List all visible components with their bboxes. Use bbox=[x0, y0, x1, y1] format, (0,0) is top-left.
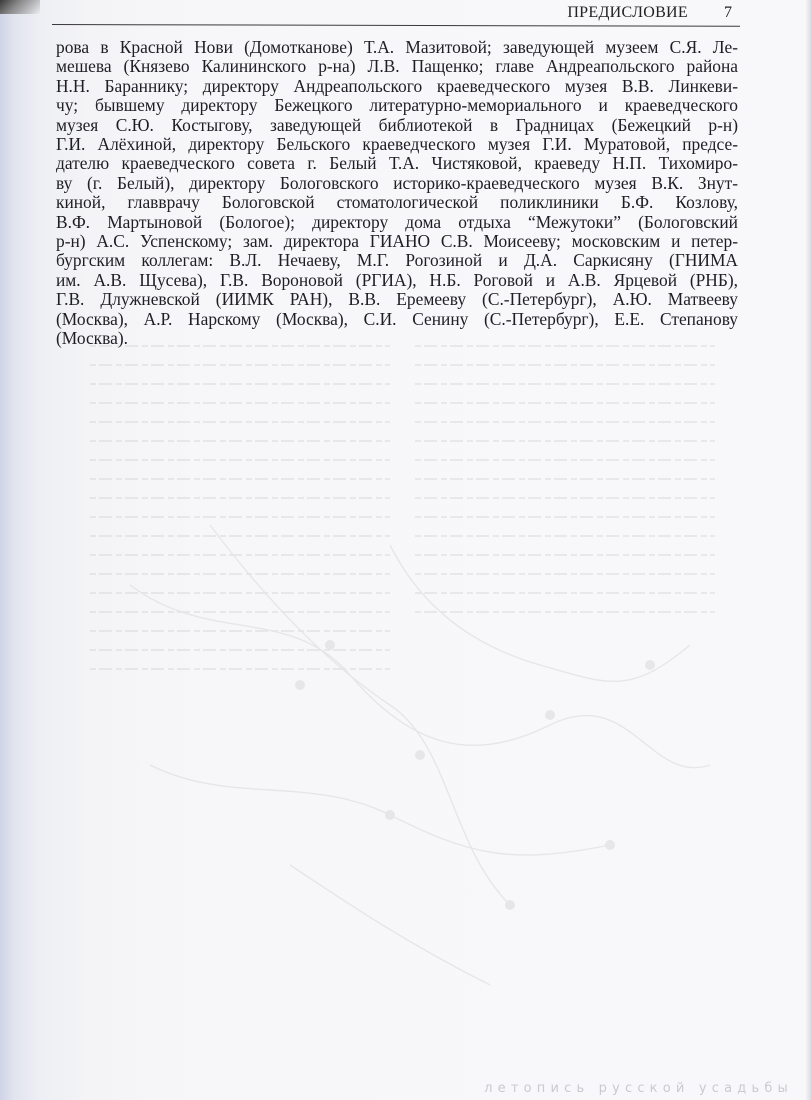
text-line: музея С.Ю. Костыгову, заведующей библиотекой в Градницах (Бежецкий р-н) bbox=[56, 114, 738, 135]
text-line: рова в Красной Нови (Домотканове) Т.А. Мазитовой; заведующей музеем С.Я. Ле- bbox=[56, 37, 738, 57]
ghost-text-column-left bbox=[90, 345, 390, 687]
text-line: бургским коллегам: В.Л. Нечаеву, М.Г. Рогозиной и Д.А. Саркисяну (ГНИМА bbox=[56, 250, 738, 271]
text-line: мешева (Князево Калининского р-на) Л.В. Пащенко; главе Андреапольского района bbox=[56, 56, 738, 77]
running-header bbox=[50, 4, 740, 24]
text-line: ву (г. Белый), директору Бологовского историко-краеведческого музея В.К. Знут- bbox=[56, 172, 738, 193]
text-line: (Москва), А.Р. Нарскому (Москва), С.И. Сенину (С.-Петербург), Е.Е. Степанову bbox=[56, 308, 738, 329]
text-line: чу; бывшему директору Бежецкого литературно-мемориального и краеведческого bbox=[56, 95, 738, 116]
text-line: Г.В. Длужневской (ИИМК РАН), В.В. Еремееву (С.-Петербург), А.Ю. Матвееву bbox=[56, 289, 738, 310]
page-number: 7 bbox=[724, 4, 732, 21]
series-title-footer: летопись русской усадьбы bbox=[484, 1081, 793, 1096]
text-line: Н.Н. Бараннику; директору Андреапольского краеведческого музея В.В. Линкеви- bbox=[56, 75, 738, 96]
reverse-side-bleed-through bbox=[90, 345, 730, 1045]
text-line: дателю краеведческого совета г. Белый Т.А. Чистяковой, краеведу Н.П. Тихомиро- bbox=[56, 153, 738, 174]
page-edge-shadow bbox=[805, 0, 811, 1100]
text-line: (Москва). bbox=[56, 328, 128, 349]
acknowledgements-paragraph bbox=[56, 38, 738, 349]
section-title: ПРЕДИСЛОВИЕ bbox=[567, 4, 688, 21]
text-line: р-н) А.С. Успенскому; зам. директора ГИАНО С.В. Моисееву; московским и петер- bbox=[56, 231, 738, 252]
header-rule bbox=[52, 24, 740, 27]
text-line: им. А.В. Щусева), Г.В. Вороновой (РГИА), Н.Б. Роговой и А.В. Ярцевой (РНБ), bbox=[56, 269, 738, 290]
text-line: Г.И. Алёхиной, директору Бельского краеведческого музея Г.И. Муратовой, предсе- bbox=[56, 134, 738, 155]
ghost-text-column-right bbox=[415, 345, 715, 630]
ghost-map-icon bbox=[90, 345, 730, 1045]
scan-corner-shadow bbox=[0, 0, 40, 14]
text-line: киной, главврачу Бологовской стоматологической поликлиники Б.Ф. Козлову, bbox=[56, 192, 738, 213]
text-line: В.Ф. Мартыновой (Бологое); директору дома отдыха “Межутоки” (Бологовский bbox=[56, 211, 738, 232]
